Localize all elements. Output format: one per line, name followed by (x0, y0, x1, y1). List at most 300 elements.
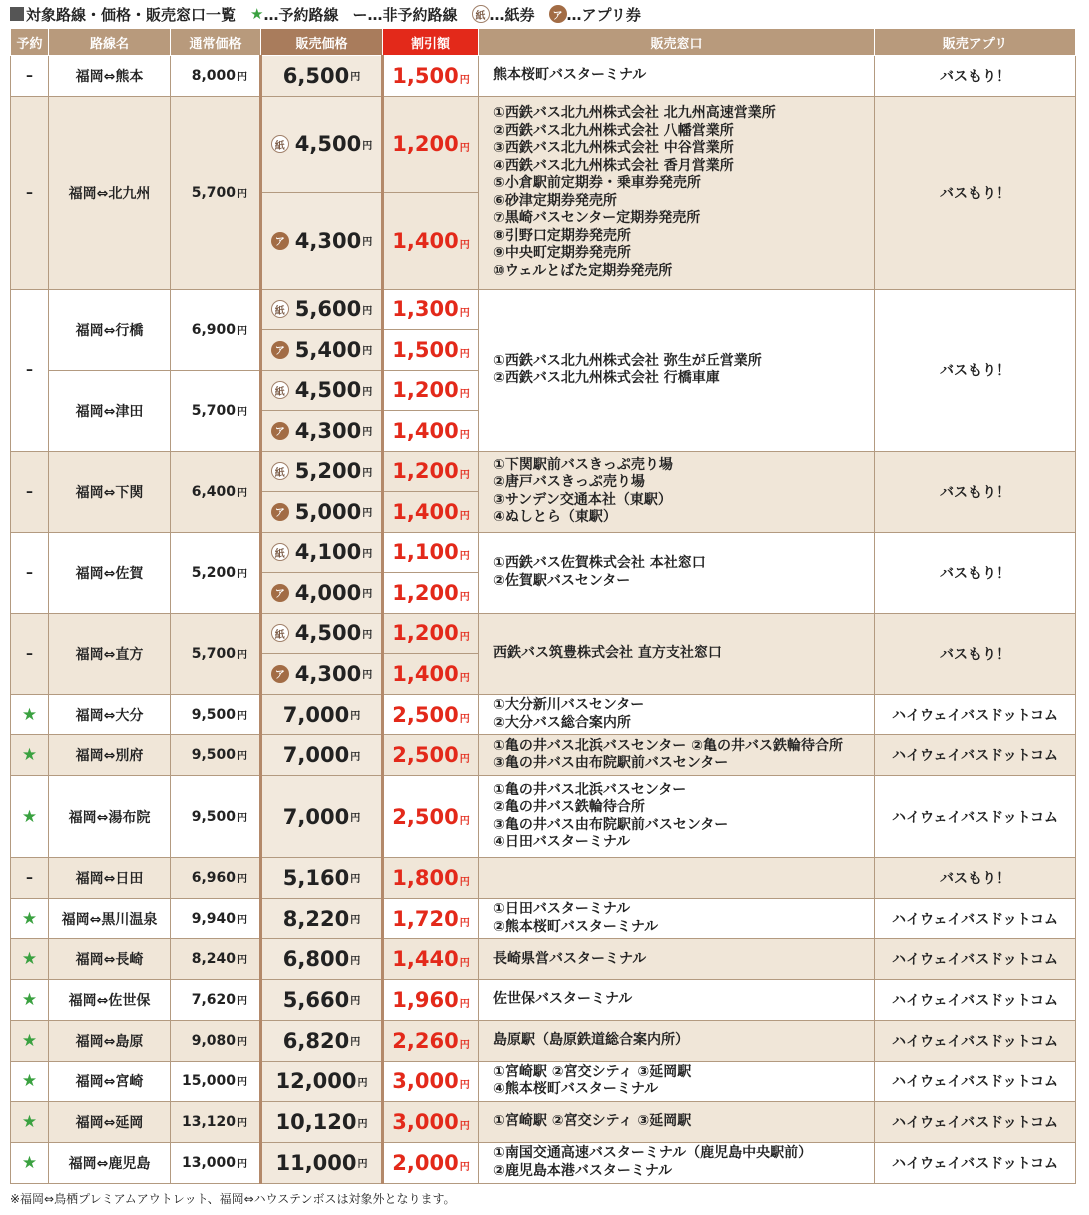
sales-counter-line: ②唐戸バスきっぷ売り場 (493, 474, 645, 491)
legend-paper (472, 4, 535, 25)
yen-unit: 円 (459, 308, 470, 320)
discount-paper-value: 1,200 (392, 378, 459, 403)
star-icon: ★ (21, 745, 38, 766)
route-name: 福岡⇔長崎 (49, 939, 171, 980)
yen-unit: 円 (237, 188, 247, 200)
dash-icon: – (26, 362, 33, 379)
yen-unit: 円 (362, 548, 373, 560)
sales-counter-line: ⑨中央町定期券発売所 (493, 245, 631, 262)
route-name: 福岡⇔大分 (49, 694, 171, 735)
discount-wrap (388, 703, 474, 727)
sales-counter-line: ①下関駅前バスきっぷ売り場 (493, 456, 673, 473)
sale-price-value: 6,820 (282, 1028, 350, 1053)
sale-price-app (261, 330, 383, 371)
route-name: 福岡⇔延岡 (49, 1102, 171, 1143)
yen-unit: 円 (237, 568, 247, 580)
regular-price (171, 96, 261, 289)
sale-price-paper (261, 451, 383, 492)
yen-unit: 円 (362, 629, 373, 641)
sales-counter-line: ①日田バスターミナル (493, 901, 631, 918)
reserve-mark (11, 56, 49, 97)
table-row (11, 1020, 1076, 1061)
sales-counter-line: ⑦黒崎バスセンター定期券発売所 (493, 210, 701, 227)
yen-unit: 円 (459, 1080, 470, 1092)
discount-value: 2,500 (392, 743, 459, 768)
route-name: 福岡⇔下関 (49, 451, 171, 532)
regular-price-value: 8,000 (191, 67, 236, 84)
discount-paper (383, 96, 479, 193)
table-row (11, 451, 1076, 492)
reserve-mark (11, 776, 49, 858)
discount-wrap (388, 743, 474, 767)
route-name: 福岡⇔直方 (49, 613, 171, 694)
yen-unit: 円 (459, 815, 470, 827)
discount-app-value: 1,200 (392, 580, 459, 605)
discount-paper-wrap (388, 540, 474, 564)
sales-counter-line: 西鉄バス筑豊株式会社 直方支社窓口 (493, 644, 722, 661)
sales-counter-line: ①南国交通高速バスターミナル（鹿児島中央駅前） (493, 1145, 813, 1162)
star-icon: ★ (21, 806, 38, 827)
route-name: 福岡⇔佐世保 (49, 980, 171, 1021)
sale-price-value: 6,500 (282, 63, 350, 88)
reserve-mark (11, 532, 49, 613)
footnote: ※福岡⇔鳥栖プレミアムアウトレット、福岡⇔ハウステンボスは対象外となります。 (10, 1192, 456, 1206)
star-icon: ★ (21, 1112, 38, 1133)
sales-counter-line: ①亀の井バス北浜バスセンター ②亀の井バス鉄輪待合所 (493, 737, 844, 754)
sale-price-paper (261, 289, 383, 330)
route-name: 福岡⇔宮崎 (49, 1061, 171, 1102)
header-reserve: 予約 (11, 29, 49, 56)
regular-price-value: 9,500 (191, 747, 236, 764)
sales-app: ハイウェイバスドットコム (875, 694, 1076, 735)
table-row (11, 1142, 1076, 1183)
reserve-mark (11, 858, 49, 899)
sales-app: バスもり！ (875, 532, 1076, 613)
table-row (11, 289, 1076, 330)
sale-price (261, 56, 383, 97)
regular-price-value: 5,700 (191, 645, 236, 662)
reserve-mark (11, 96, 49, 289)
regular-price (171, 289, 261, 370)
discount (383, 1061, 479, 1102)
discount-wrap (388, 805, 474, 829)
yen-unit: 円 (459, 74, 470, 86)
yen-unit: 円 (357, 1077, 368, 1089)
sale-price (261, 735, 383, 776)
yen-unit: 円 (459, 510, 470, 522)
regular-price (171, 694, 261, 735)
yen-unit: 円 (459, 470, 470, 482)
yen-unit: 円 (237, 1118, 247, 1130)
yen-unit: 円 (237, 751, 247, 763)
sales-app: ハイウェイバスドットコム (875, 776, 1076, 858)
sales-app: ハイウェイバスドットコム (875, 980, 1076, 1021)
discount-app-value: 1,400 (392, 418, 459, 443)
discount-value: 1,720 (392, 906, 459, 931)
yen-unit: 円 (237, 995, 247, 1007)
yen-unit: 円 (362, 670, 373, 682)
sale-price-value: 5,660 (282, 987, 350, 1012)
star-icon: ★ (21, 989, 38, 1010)
paper-ticket-icon: 紙 (472, 5, 490, 23)
regular-price (171, 613, 261, 694)
sales-app: バスもり！ (875, 858, 1076, 899)
reserve-mark (11, 289, 49, 451)
discount-value: 1,960 (392, 987, 459, 1012)
sales-counter-line: 佐世保バスターミナル (493, 991, 633, 1008)
table-row (11, 96, 1076, 193)
sale-price-value: 8,220 (282, 906, 350, 931)
discount-app (383, 492, 479, 533)
yen-unit: 円 (459, 713, 470, 725)
yen-unit: 円 (237, 812, 247, 824)
sale-price-paper-wrap (266, 540, 377, 564)
regular-price (171, 1061, 261, 1102)
yen-unit: 円 (459, 348, 470, 360)
discount-paper (383, 370, 479, 411)
regular-price-value: 9,940 (191, 910, 236, 927)
sale-price-paper-value: 5,200 (294, 459, 362, 484)
sales-app: ハイウェイバスドットコム (875, 1142, 1076, 1183)
discount (383, 1020, 479, 1061)
yen-unit: 円 (237, 71, 247, 83)
discount-app-wrap (388, 229, 474, 253)
discount-wrap (388, 1069, 474, 1093)
sales-counter (479, 776, 875, 858)
sale-price-app (261, 193, 383, 290)
reserve-mark (11, 1142, 49, 1183)
yen-unit: 円 (357, 1118, 368, 1130)
sales-counter (479, 694, 875, 735)
sales-counter-line: ④日田バスターミナル (493, 834, 631, 851)
table-row (11, 613, 1076, 654)
dash-icon: – (26, 483, 33, 500)
sales-counter-line: ③西鉄バス北九州株式会社 中谷営業所 (493, 140, 734, 157)
dash-icon: – (26, 184, 33, 201)
yen-unit: 円 (350, 751, 361, 763)
route-name: 福岡⇔島原 (49, 1020, 171, 1061)
sale-price-paper-wrap (266, 459, 377, 483)
sale-price-app-value: 5,400 (294, 337, 362, 362)
regular-price-value: 9,500 (191, 706, 236, 723)
sales-counter (479, 289, 875, 451)
legend-app-label: …アプリ券 (566, 5, 641, 24)
route-name: 福岡⇔津田 (49, 370, 171, 451)
yen-unit: 円 (459, 1039, 470, 1051)
sales-app: ハイウェイバスドットコム (875, 735, 1076, 776)
reserve-mark (11, 1020, 49, 1061)
discount-app-wrap (388, 662, 474, 686)
sales-app: バスもり！ (875, 613, 1076, 694)
regular-price (171, 532, 261, 613)
discount-app-value: 1,400 (392, 661, 459, 686)
sales-counter-line: ①西鉄バス北九州株式会社 弥生が丘営業所 (493, 352, 762, 369)
sale-price-wrap (266, 805, 377, 829)
sale-price-paper (261, 370, 383, 411)
sale-price-value: 7,000 (282, 804, 350, 829)
discount (383, 694, 479, 735)
sale-price-wrap (266, 1069, 377, 1093)
legend-reserved-label: …予約路線 (263, 5, 339, 24)
paper-ticket-icon: 紙 (271, 135, 289, 153)
sales-counter-line: ①大分新川バスセンター (493, 697, 645, 714)
route-name: 福岡⇔鹿児島 (49, 1142, 171, 1183)
sales-counter-line: 島原駅（島原鉄道総合案内所） (493, 1031, 689, 1048)
discount-value: 1,500 (392, 63, 459, 88)
regular-price (171, 1142, 261, 1183)
sale-price (261, 858, 383, 899)
regular-price (171, 451, 261, 532)
header-sale-price: 販売価格 (261, 29, 383, 56)
yen-unit: 円 (362, 346, 373, 358)
reserve-mark (11, 451, 49, 532)
sales-counter-line: ③サンデン交通本社（東駅） (493, 491, 672, 508)
yen-unit: 円 (362, 589, 373, 601)
discount-wrap (388, 64, 474, 88)
regular-price-value: 5,700 (191, 184, 236, 201)
regular-price (171, 939, 261, 980)
discount-wrap (388, 866, 474, 890)
route-name: 福岡⇔別府 (49, 735, 171, 776)
table-row (11, 776, 1076, 858)
reserve-mark (11, 694, 49, 735)
sales-counter (479, 1061, 875, 1102)
regular-price (171, 776, 261, 858)
sale-price-value: 7,000 (282, 743, 350, 768)
sale-price-app-wrap (266, 500, 377, 524)
yen-unit: 円 (459, 1161, 470, 1173)
sale-price-wrap (266, 947, 377, 971)
app-ticket-icon: ア (549, 5, 567, 23)
yen-unit: 円 (362, 427, 373, 439)
sales-counter (479, 980, 875, 1021)
discount-paper-wrap (388, 621, 474, 645)
yen-unit: 円 (459, 754, 470, 766)
legend-title-item (10, 4, 236, 25)
sale-price-wrap (266, 1029, 377, 1053)
yen-unit: 円 (459, 672, 470, 684)
sale-price-app-wrap (266, 581, 377, 605)
legend-nonreserved-label: …非予約路線 (367, 5, 458, 24)
app-ticket-icon: ア (271, 232, 289, 250)
reserve-mark (11, 980, 49, 1021)
discount-value: 3,000 (392, 1110, 459, 1135)
star-icon: ★ (21, 1152, 38, 1173)
yen-unit: 円 (459, 917, 470, 929)
yen-unit: 円 (362, 386, 373, 398)
yen-unit: 円 (237, 914, 247, 926)
paper-ticket-icon: 紙 (271, 300, 289, 318)
header-regular-price: 通常価格 (171, 29, 261, 56)
yen-unit: 円 (459, 239, 470, 251)
sale-price (261, 1102, 383, 1143)
yen-unit: 円 (459, 389, 470, 401)
discount-app (383, 573, 479, 614)
discount-wrap (388, 907, 474, 931)
regular-price (171, 980, 261, 1021)
sale-price-value: 10,120 (275, 1110, 357, 1135)
sale-price-app-wrap (266, 662, 377, 686)
sales-counter (479, 451, 875, 532)
sale-price-paper-wrap (266, 378, 377, 402)
regular-price (171, 1020, 261, 1061)
route-name: 福岡⇔黒川温泉 (49, 898, 171, 939)
sales-counter-line: ④西鉄バス北九州株式会社 香月営業所 (493, 157, 734, 174)
discount-wrap (388, 947, 474, 971)
regular-price-value: 9,500 (191, 808, 236, 825)
star-icon: ★ (21, 949, 38, 970)
dash-icon: ー (352, 5, 368, 24)
sales-counter-line: ②西鉄バス北九州株式会社 八幡営業所 (493, 122, 734, 139)
discount-app-value: 1,500 (392, 337, 459, 362)
discount-paper-value: 1,200 (392, 621, 459, 646)
discount-app (383, 411, 479, 452)
sales-counter-line: 熊本桜町バスターミナル (493, 67, 647, 84)
sales-app: バスもり！ (875, 96, 1076, 289)
discount-paper-wrap (388, 132, 474, 156)
sales-counter-line: ②鹿児島本港バスターミナル (493, 1162, 673, 1179)
discount-app-wrap (388, 338, 474, 362)
yen-unit: 円 (350, 711, 361, 723)
table-row (11, 532, 1076, 573)
sale-price-app (261, 573, 383, 614)
sale-price-app-wrap (266, 338, 377, 362)
discount-paper-wrap (388, 297, 474, 321)
dash-icon: – (26, 645, 33, 662)
sale-price (261, 898, 383, 939)
sale-price-value: 6,800 (282, 947, 350, 972)
discount-paper-value: 1,300 (392, 297, 459, 322)
discount-paper (383, 289, 479, 330)
sales-counter-line: ②西鉄バス北九州株式会社 行橋車庫 (493, 370, 720, 387)
table-row (11, 939, 1076, 980)
sale-price-app (261, 492, 383, 533)
sales-counter (479, 735, 875, 776)
sales-counter-line: ①宮崎駅 ②宮交シティ ③延岡駅 (493, 1113, 692, 1130)
header-discount: 割引額 (383, 29, 479, 56)
yen-unit: 円 (350, 955, 361, 967)
sale-price-app-value: 4,300 (294, 661, 362, 686)
regular-price (171, 56, 261, 97)
sales-counter (479, 613, 875, 694)
regular-price-value: 6,400 (191, 483, 236, 500)
yen-unit: 円 (459, 1121, 470, 1133)
star-icon: ★ (21, 704, 38, 725)
sales-app: ハイウェイバスドットコム (875, 1102, 1076, 1143)
sales-app: ハイウェイバスドットコム (875, 939, 1076, 980)
sales-counter-line: ④熊本桜町バスターミナル (493, 1081, 659, 1098)
yen-unit: 円 (350, 813, 361, 825)
sales-counter (479, 858, 875, 899)
yen-unit: 円 (459, 958, 470, 970)
sale-price-wrap (266, 703, 377, 727)
sale-price-paper-value: 4,500 (294, 132, 362, 157)
yen-unit: 円 (350, 996, 361, 1008)
legend-reserved (250, 4, 338, 25)
route-name: 福岡⇔日田 (49, 858, 171, 899)
sales-app: ハイウェイバスドットコム (875, 1061, 1076, 1102)
discount-value: 2,260 (392, 1028, 459, 1053)
header-app: 販売アプリ (875, 29, 1076, 56)
regular-price (171, 898, 261, 939)
sales-counter (479, 939, 875, 980)
yen-unit: 円 (237, 406, 247, 418)
sale-price-paper-value: 5,600 (294, 297, 362, 322)
regular-price-value: 5,200 (191, 564, 236, 581)
sale-price-app-value: 5,000 (294, 499, 362, 524)
regular-price-value: 7,620 (191, 991, 236, 1008)
reserve-mark (11, 1061, 49, 1102)
sale-price-paper-value: 4,500 (294, 378, 362, 403)
discount-paper (383, 532, 479, 573)
sale-price-value: 11,000 (275, 1150, 357, 1175)
sale-price (261, 694, 383, 735)
regular-price-value: 13,120 (181, 1114, 236, 1131)
dash-icon: – (26, 564, 33, 581)
star-icon: ★ (21, 1030, 38, 1051)
discount (383, 1102, 479, 1143)
sale-price-app-value: 4,000 (294, 580, 362, 605)
discount-wrap (388, 1151, 474, 1175)
discount-app-value: 1,400 (392, 499, 459, 524)
discount-value: 1,800 (392, 865, 459, 890)
yen-unit: 円 (237, 710, 247, 722)
table-row (11, 980, 1076, 1021)
sale-price-app-wrap (266, 229, 377, 253)
sale-price-wrap (266, 988, 377, 1012)
yen-unit: 円 (237, 1077, 247, 1089)
legend (10, 3, 655, 25)
sales-app: ハイウェイバスドットコム (875, 898, 1076, 939)
sales-counter-line: ②亀の井バス鉄輪待合所 (493, 799, 645, 816)
yen-unit: 円 (362, 305, 373, 317)
sales-counter-line: ①西鉄バス北九州株式会社 北九州高速営業所 (493, 105, 776, 122)
yen-unit: 円 (237, 1036, 247, 1048)
yen-unit: 円 (350, 1037, 361, 1049)
reserve-mark (11, 1102, 49, 1143)
header-route: 路線名 (49, 29, 171, 56)
yen-unit: 円 (459, 143, 470, 155)
sales-counter (479, 56, 875, 97)
discount-app-wrap (388, 419, 474, 443)
discount (383, 735, 479, 776)
sale-price (261, 1142, 383, 1183)
reserve-mark (11, 735, 49, 776)
paper-ticket-icon: 紙 (271, 462, 289, 480)
yen-unit: 円 (237, 487, 247, 499)
legend-paper-label: …紙券 (489, 5, 535, 24)
sales-counter-line: ⑤小倉駅前定期券・乗車券発売所 (493, 175, 701, 192)
discount-paper (383, 613, 479, 654)
yen-unit: 円 (459, 429, 470, 441)
route-name: 福岡⇔北九州 (49, 96, 171, 289)
sales-counter-line: ④ぬしとら（東駅） (493, 509, 617, 526)
table-row (11, 735, 1076, 776)
sale-price (261, 1061, 383, 1102)
discount-value: 2,000 (392, 1150, 459, 1175)
sales-counter-line: ②大分バス総合案内所 (493, 714, 631, 731)
table-row (11, 1102, 1076, 1143)
discount-paper-value: 1,100 (392, 540, 459, 565)
yen-unit: 円 (350, 874, 361, 886)
discount-app-wrap (388, 581, 474, 605)
table-header-row (11, 29, 1076, 56)
regular-price-value: 5,700 (191, 402, 236, 419)
regular-price-value: 6,900 (191, 321, 236, 338)
sale-price-wrap (266, 1151, 377, 1175)
regular-price-value: 6,960 (191, 869, 236, 886)
discount (383, 980, 479, 1021)
